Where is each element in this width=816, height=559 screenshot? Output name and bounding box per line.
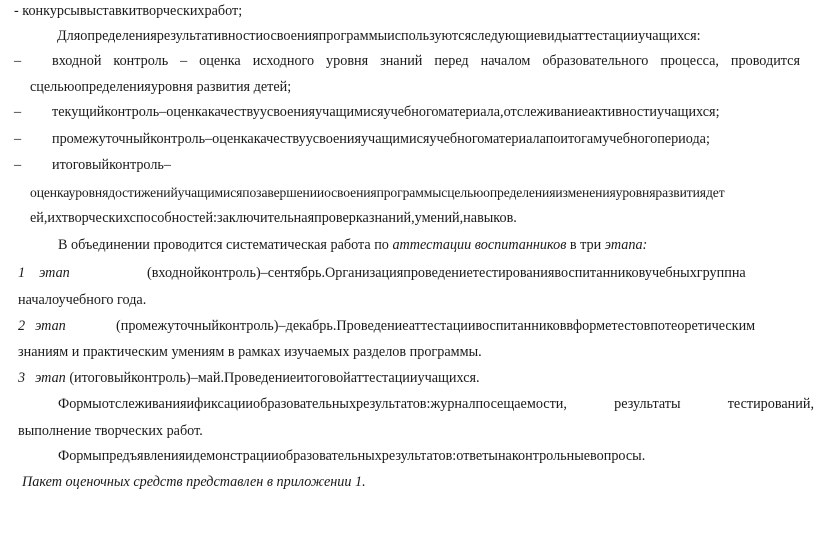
stage-1-heading — [18, 264, 70, 283]
stage-2-text: (промежуточныйконтроль)–декабрь.Проведениеаттестациивоспитанниковвформетестовпотеоретическим — [116, 318, 756, 334]
bullet-dash: – — [14, 53, 22, 69]
intro-paragraph: Дляопределениярезультативностиосвоенияпрограммыиспользуютсяследующиевидыаттестацииучащихся: — [57, 28, 701, 44]
entry-control-text: входной контроль – оценка исходного уровня знаний перед началом образовательного процесса, проводится — [52, 53, 800, 69]
systematic-text: В объединении проводится систематическая работа по — [58, 237, 393, 253]
bullet-dash: – — [14, 131, 22, 147]
stage-3-line — [18, 369, 480, 388]
stage-3-number: 3 — [18, 370, 26, 386]
systematic-work-paragraph — [58, 236, 647, 255]
bullet-dash: – — [14, 157, 22, 173]
competitions-line: - конкурсывыставкитворческихработ; — [14, 3, 243, 19]
forms-presentation-paragraph: Формыпредъявленияидемонстрацииобразовательныхрезультатов:ответынаконтрольныевопросы. — [58, 448, 646, 464]
systematic-emphasis: аттестации воспитанников — [392, 237, 567, 253]
package-note — [22, 473, 366, 492]
stage-1-text: (входнойконтроль)–сентябрь.Организацияпроведениетестированиявоспитанниковучебныхгруппна — [147, 265, 746, 281]
final-control-continuation: ей,ихтворческихспособностей:заключительнаяпроверказнаний,умений,навыков. — [30, 210, 517, 226]
intermediate-control-text: промежуточныйконтроль–оценкакачествуусвоенияучащимисяучебногоматериалапоитогамучебногопериода; — [52, 131, 710, 147]
stage-1-label: этап — [39, 265, 70, 281]
final-control-text: оценкауровнядостиженийучащимисяпозавершенииосвоенияпрограммысцельюопределенияизмененияуровняразвитиядет — [30, 185, 725, 200]
forms-tracking-paragraph: Формыотслеживанияификсацииобразовательныхрезультатов:журналпосещаемости, результаты тестирований, — [58, 396, 814, 412]
stage-1-number: 1 — [18, 265, 26, 281]
stage-2-label: этап — [35, 318, 66, 334]
bullet-dash: – — [14, 104, 22, 120]
stage-1-continuation: началоучебного года. — [18, 292, 147, 308]
stage-2-heading — [18, 317, 66, 336]
stage-2-number: 2 — [18, 318, 26, 334]
stage-3-text: (итоговыйконтроль)–май.Проведениеитоговойаттестацииучащихся. — [69, 370, 480, 386]
stage-3-label: этап — [35, 370, 66, 386]
stage-2-continuation: знаниям и практическим умениям в рамках изучаемых разделов программы. — [18, 344, 482, 360]
current-control-text: текущийконтроль–оценкакачествуусвоенияучащимисяучебногоматериала,отслеживаниеактивностиучащихся; — [52, 104, 720, 120]
final-control-label: итоговыйконтроль– — [52, 157, 171, 173]
systematic-mid: в три — [566, 237, 605, 253]
package-note-text: Пакет оценочных средств представлен в приложении 1. — [22, 474, 366, 490]
entry-control-continuation: сцельюопределенияуровня развития детей; — [30, 79, 292, 95]
systematic-emphasis-stages: этапа: — [604, 237, 648, 253]
forms-tracking-continuation: выполнение творческих работ. — [18, 423, 203, 439]
